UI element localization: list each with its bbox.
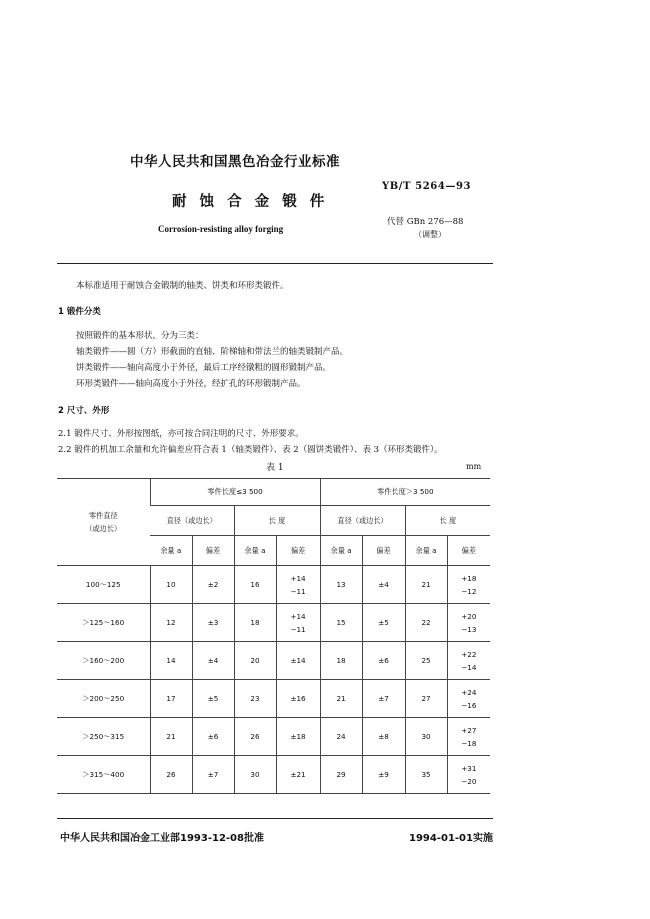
cell-deviation: ±6	[192, 718, 234, 756]
table-row	[57, 604, 490, 642]
cell-deviation: ±5	[362, 604, 405, 642]
section-1-para-2: 轴类锻件——圆（方）形截面的直轴、阶梯轴和带法兰的轴类锻制产品。	[76, 347, 349, 357]
allowance-table	[57, 478, 490, 794]
cell-deviation: +22 −14	[447, 642, 490, 680]
document-title-cn: 耐 蚀 合 金 锻 件	[172, 194, 329, 210]
cell-range: ＞160～200	[57, 642, 150, 680]
cell-deviation: ±7	[192, 756, 234, 794]
subheader-length: 长 度	[405, 506, 490, 536]
cell-allowance: 17	[150, 680, 192, 718]
cell-allowance: 30	[234, 756, 276, 794]
subheader-diameter: 直径（或边长）	[320, 506, 405, 536]
replaces-note: 代替 GBn 276—88	[387, 217, 464, 227]
implementation-date: 1994-01-01实施	[409, 833, 493, 844]
cell-deviation: +24 −16	[447, 680, 490, 718]
col-allowance: 余量 a	[150, 536, 192, 566]
cell-deviation: +31 −20	[447, 756, 490, 794]
section-1-para-4: 环形类锻件——轴向高度小于外径，经扩孔的环形锻制产品。	[76, 379, 306, 389]
cell-deviation: ±6	[362, 642, 405, 680]
header-length-gt-3500: 零件长度＞3 500	[320, 479, 490, 506]
clause-2-1: 2.1 锻件尺寸、外形按图纸，亦可按合同注明的尺寸、外形要求。	[58, 429, 304, 439]
col-allowance: 余量 a	[234, 536, 276, 566]
footer-rule	[57, 818, 493, 819]
cell-deviation: ±4	[362, 566, 405, 604]
table-title: 表 1	[266, 463, 284, 473]
header-part-diameter: 零件直径 （或边长）	[57, 479, 150, 566]
cell-allowance: 15	[320, 604, 362, 642]
cell-deviation: ±7	[362, 680, 405, 718]
cell-allowance: 21	[405, 566, 447, 604]
cell-allowance: 27	[405, 680, 447, 718]
document-title-en: Corrosion-resisting alloy forging	[158, 224, 284, 234]
cell-range: ＞125～160	[57, 604, 150, 642]
approval-date: 中华人民共和国冶金工业部1993-12-08批准	[60, 833, 264, 844]
standard-number: YB/T 5264—93	[382, 181, 472, 192]
cell-allowance: 22	[405, 604, 447, 642]
cell-allowance: 23	[234, 680, 276, 718]
table-row	[57, 566, 490, 604]
cell-deviation: ±21	[276, 756, 320, 794]
table-row	[57, 642, 490, 680]
section-1-heading: 1 锻件分类	[58, 307, 101, 317]
cell-deviation: ±18	[276, 718, 320, 756]
header-length-le-3500: 零件长度≤3 500	[150, 479, 320, 506]
cell-deviation: ±16	[276, 680, 320, 718]
cell-deviation: ±3	[192, 604, 234, 642]
cell-deviation: +18 −12	[447, 566, 490, 604]
cell-deviation: ±9	[362, 756, 405, 794]
cell-allowance: 20	[234, 642, 276, 680]
col-allowance: 余量 a	[320, 536, 362, 566]
header-rule	[57, 263, 493, 264]
cell-allowance: 24	[320, 718, 362, 756]
cell-deviation: ±5	[192, 680, 234, 718]
col-deviation: 偏差	[192, 536, 234, 566]
cell-deviation: +27 −18	[447, 718, 490, 756]
cell-deviation: ±14	[276, 642, 320, 680]
issuing-org-title: 中华人民共和国黑色冶金行业标准	[130, 154, 340, 170]
cell-allowance: 30	[405, 718, 447, 756]
subheader-diameter: 直径（或边长）	[150, 506, 234, 536]
clause-2-2: 2.2 锻件的机加工余量和允许偏差应符合表 1（轴类锻件）、表 2（圆饼类锻件）、表 3（环形类锻件）。	[58, 445, 443, 455]
section-1-para-3: 饼类锻件——轴向高度小于外径，最后工序经镦粗的圆形锻制产品。	[76, 363, 332, 373]
cell-allowance: 25	[405, 642, 447, 680]
table-row	[57, 718, 490, 756]
table-row	[57, 680, 490, 718]
cell-allowance: 26	[150, 756, 192, 794]
cell-allowance: 14	[150, 642, 192, 680]
col-allowance: 余量 a	[405, 536, 447, 566]
col-deviation: 偏差	[276, 536, 320, 566]
table-unit: mm	[466, 462, 482, 471]
cell-range: ＞200～250	[57, 680, 150, 718]
section-2-heading: 2 尺寸、外形	[58, 406, 110, 416]
cell-allowance: 10	[150, 566, 192, 604]
cell-allowance: 26	[234, 718, 276, 756]
cell-allowance: 13	[320, 566, 362, 604]
intro-paragraph: 本标准适用于耐蚀合金锻制的轴类、饼类和环形类锻件。	[76, 281, 289, 291]
cell-allowance: 21	[150, 718, 192, 756]
cell-deviation: ±2	[192, 566, 234, 604]
table-row	[57, 756, 490, 794]
cell-deviation: +14 −11	[276, 604, 320, 642]
cell-allowance: 18	[234, 604, 276, 642]
cell-allowance: 12	[150, 604, 192, 642]
col-deviation: 偏差	[362, 536, 405, 566]
cell-deviation: +20 −13	[447, 604, 490, 642]
cell-allowance: 18	[320, 642, 362, 680]
cell-allowance: 21	[320, 680, 362, 718]
col-deviation: 偏差	[447, 536, 490, 566]
cell-deviation: ±4	[192, 642, 234, 680]
cell-range: ＞250～315	[57, 718, 150, 756]
cell-allowance: 35	[405, 756, 447, 794]
cell-range: ＞315～400	[57, 756, 150, 794]
adjust-note: （调整）	[414, 230, 446, 239]
cell-deviation: +14 −11	[276, 566, 320, 604]
cell-allowance: 16	[234, 566, 276, 604]
subheader-length: 长 度	[234, 506, 320, 536]
cell-range: 100～125	[57, 566, 150, 604]
section-1-para-1: 按照锻件的基本形状，分为三类：	[76, 331, 204, 341]
cell-deviation: ±8	[362, 718, 405, 756]
cell-allowance: 29	[320, 756, 362, 794]
